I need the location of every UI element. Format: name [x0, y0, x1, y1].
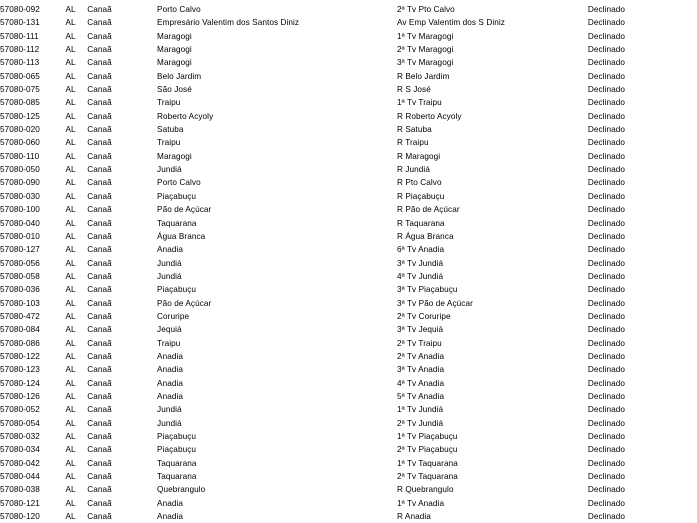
- cell-uf: AL: [65, 405, 76, 415]
- table-row: [0, 70, 697, 83]
- cell-uf: AL: [65, 151, 76, 161]
- cell-abbreviation: 1ª Tv Taquarana: [397, 458, 458, 468]
- cell-city: Canaã: [87, 311, 112, 321]
- cell-code: 57080-058: [0, 271, 40, 281]
- cell-city: Canaã: [87, 498, 112, 508]
- cell-uf: AL: [65, 18, 76, 28]
- cell-city: Canaã: [87, 58, 112, 68]
- table-row: [0, 83, 697, 96]
- cell-abbreviation: 1ª Tv Maragogi: [397, 31, 454, 41]
- cell-code: 57080-040: [0, 218, 40, 228]
- cell-code: 57080-044: [0, 472, 40, 482]
- cell-name: Jundiá: [157, 258, 182, 268]
- cell-status: Declinado: [587, 71, 626, 81]
- cell-name: Piaçabuçu: [157, 191, 197, 201]
- cell-uf: AL: [65, 391, 76, 401]
- cell-code: 57080-090: [0, 178, 40, 188]
- cell-status: Declinado: [587, 111, 626, 121]
- cell-status: Declinado: [587, 338, 626, 348]
- cell-code: 57080-110: [0, 151, 40, 161]
- cell-status: Declinado: [587, 258, 626, 268]
- table-row: [0, 110, 697, 123]
- cell-abbreviation: R Quebrangulo: [397, 485, 454, 495]
- cell-name: Porto Calvo: [157, 178, 201, 188]
- cell-code: 57080-120: [0, 512, 40, 522]
- cell-uf: AL: [65, 445, 76, 455]
- table-body: [0, 3, 697, 523]
- cell-name: Pão de Açúcar: [157, 298, 212, 308]
- cell-status: Declinado: [587, 151, 626, 161]
- cell-city: Canaã: [87, 138, 112, 148]
- cell-city: Canaã: [87, 191, 112, 201]
- cell-abbreviation: 2ª Tv Coruripe: [397, 311, 451, 321]
- cell-status: Declinado: [587, 298, 626, 308]
- cell-code: 57080-124: [0, 378, 40, 388]
- cell-code: 57080-103: [0, 298, 40, 308]
- cell-code: 57080-060: [0, 138, 40, 148]
- cell-city: Canaã: [87, 378, 112, 388]
- table-row: [0, 323, 697, 336]
- table-row: [0, 43, 697, 56]
- cell-abbreviation: R Anadia: [397, 512, 431, 522]
- cell-abbreviation: 3ª Tv Jequiá: [397, 325, 444, 335]
- table-row: [0, 297, 697, 310]
- cell-city: Canaã: [87, 178, 112, 188]
- cell-name: Piaçabuçu: [157, 432, 197, 441]
- cell-name: Satuba: [157, 125, 184, 135]
- table-row: [0, 283, 697, 296]
- table-row: [0, 443, 697, 456]
- cell-uf: AL: [65, 205, 76, 215]
- cell-code: 57080-036: [0, 285, 40, 295]
- cell-code: 57080-121: [0, 498, 40, 508]
- cell-name: Anadia: [157, 365, 184, 375]
- table-row: [0, 483, 697, 496]
- cell-code: 57080-113: [0, 58, 40, 68]
- cell-code: 57080-032: [0, 432, 40, 441]
- cell-uf: AL: [65, 138, 76, 148]
- table-row: [0, 56, 697, 69]
- cell-city: Canaã: [87, 85, 112, 95]
- table-row: [0, 377, 697, 390]
- table-row: [0, 96, 697, 109]
- cell-name: Anadia: [157, 351, 184, 361]
- cell-code: 57080-065: [0, 71, 40, 81]
- cell-city: Canaã: [87, 405, 112, 415]
- cell-abbreviation: R Jundiá: [397, 165, 430, 175]
- cell-city: Canaã: [87, 512, 112, 522]
- cell-name: Maragogi: [157, 151, 192, 161]
- cell-abbreviation: Av Emp Valentim dos S Diniz: [397, 18, 505, 28]
- cell-name: São José: [157, 85, 192, 95]
- cell-code: 57080-125: [0, 111, 40, 121]
- cell-abbreviation: 1ª Tv Piaçabuçu: [397, 432, 458, 441]
- cell-uf: AL: [65, 58, 76, 68]
- cell-uf: AL: [65, 365, 76, 375]
- cell-code: 57080-050: [0, 165, 40, 175]
- cell-uf: AL: [65, 258, 76, 268]
- cell-status: Declinado: [587, 5, 626, 14]
- cell-abbreviation: 2ª Tv Pto Calvo: [397, 5, 455, 14]
- cell-name: Maragogi: [157, 45, 192, 55]
- cell-status: Declinado: [587, 165, 626, 175]
- cell-abbreviation: 2ª Tv Maragogi: [397, 45, 454, 55]
- cell-name: Porto Calvo: [157, 5, 201, 14]
- cell-name: Anadia: [157, 378, 184, 388]
- cell-name: Jundiá: [157, 418, 182, 428]
- cell-uf: AL: [65, 271, 76, 281]
- table-row: [0, 203, 697, 216]
- table-row: [0, 417, 697, 430]
- table-row: [0, 190, 697, 203]
- cell-name: Empresário Valentim dos Santos Diniz: [157, 18, 300, 28]
- cell-name: Traipu: [157, 138, 181, 148]
- cell-status: Declinado: [587, 472, 626, 482]
- cell-status: Declinado: [587, 285, 626, 295]
- cell-code: 57080-100: [0, 205, 40, 215]
- cell-code: 57080-056: [0, 258, 40, 268]
- cell-uf: AL: [65, 285, 76, 295]
- cell-city: Canaã: [87, 31, 112, 41]
- cell-name: Jundiá: [157, 271, 182, 281]
- table-row: [0, 217, 697, 230]
- cell-status: Declinado: [587, 351, 626, 361]
- cell-code: 57080-054: [0, 418, 40, 428]
- cell-status: Declinado: [587, 31, 626, 41]
- table-row: [0, 470, 697, 483]
- cell-city: Canaã: [87, 5, 112, 14]
- cell-uf: AL: [65, 178, 76, 188]
- cell-abbreviation: 2ª Tv Piaçabuçu: [397, 445, 458, 455]
- cell-code: 57080-122: [0, 351, 40, 361]
- table-row: [0, 123, 697, 136]
- table-row: [0, 390, 697, 403]
- cell-uf: AL: [65, 432, 76, 441]
- cell-status: Declinado: [587, 98, 626, 108]
- table-row: [0, 350, 697, 363]
- cell-abbreviation: 4ª Tv Jundiá: [397, 271, 444, 281]
- cell-uf: AL: [65, 418, 76, 428]
- cell-status: Declinado: [587, 231, 626, 241]
- table-row: [0, 136, 697, 149]
- cell-name: Traipu: [157, 98, 181, 108]
- cell-name: Roberto Acyoly: [157, 111, 214, 121]
- cell-name: Taquarana: [157, 458, 197, 468]
- table-row: [0, 243, 697, 256]
- table-row: [0, 497, 697, 510]
- cell-abbreviation: R Belo Jardim: [397, 71, 450, 81]
- cell-code: 57080-038: [0, 485, 40, 495]
- cell-city: Canaã: [87, 485, 112, 495]
- cell-name: Água Branca: [157, 231, 206, 241]
- cell-name: Jundiá: [157, 165, 182, 175]
- cell-status: Declinado: [587, 485, 626, 495]
- cell-name: Traipu: [157, 338, 181, 348]
- cell-abbreviation: 3ª Tv Piaçabuçu: [397, 285, 458, 295]
- cell-city: Canaã: [87, 45, 112, 55]
- cell-status: Declinado: [587, 405, 626, 415]
- table-row: [0, 150, 697, 163]
- cell-status: Declinado: [587, 178, 626, 188]
- cell-code: 57080-034: [0, 445, 40, 455]
- cell-name: Quebrangulo: [157, 485, 206, 495]
- cell-status: Declinado: [587, 458, 626, 468]
- cell-uf: AL: [65, 338, 76, 348]
- cell-city: Canaã: [87, 165, 112, 175]
- cell-name: Anadia: [157, 391, 184, 401]
- cell-abbreviation: 2ª Tv Taquarana: [397, 472, 458, 482]
- cell-status: Declinado: [587, 271, 626, 281]
- cell-name: Piaçabuçu: [157, 445, 197, 455]
- cell-city: Canaã: [87, 245, 112, 255]
- cell-city: Canaã: [87, 365, 112, 375]
- cell-status: Declinado: [587, 58, 626, 68]
- cell-code: 57080-111: [0, 31, 39, 41]
- cell-abbreviation: R Água Branca: [397, 231, 454, 241]
- cell-code: 57080-010: [0, 231, 40, 241]
- table-row: [0, 403, 697, 416]
- cell-city: Canaã: [87, 271, 112, 281]
- table-row: [0, 363, 697, 376]
- cell-status: Declinado: [587, 205, 626, 215]
- cell-uf: AL: [65, 311, 76, 321]
- cell-code: 57080-030: [0, 191, 40, 201]
- cell-name: Coruripe: [157, 311, 190, 321]
- cell-uf: AL: [65, 111, 76, 121]
- cell-name: Maragogi: [157, 31, 192, 41]
- cell-name: Taquarana: [157, 472, 197, 482]
- table-row: [0, 310, 697, 323]
- cell-city: Canaã: [87, 325, 112, 335]
- cell-code: 57080-123: [0, 365, 40, 375]
- cell-abbreviation: 1ª Tv Anadia: [397, 498, 445, 508]
- cell-abbreviation: R Pto Calvo: [397, 178, 442, 188]
- cell-uf: AL: [65, 98, 76, 108]
- cell-status: Declinado: [587, 325, 626, 335]
- cell-abbreviation: R Maragogi: [397, 151, 441, 161]
- cell-city: Canaã: [87, 391, 112, 401]
- cell-city: Canaã: [87, 458, 112, 468]
- cell-code: 57080-052: [0, 405, 40, 415]
- cell-status: Declinado: [587, 512, 626, 522]
- cell-status: Declinado: [587, 311, 626, 321]
- cell-abbreviation: R Satuba: [397, 125, 432, 135]
- cell-abbreviation: 3ª Tv Jundiá: [397, 258, 444, 268]
- cell-status: Declinado: [587, 218, 626, 228]
- cell-city: Canaã: [87, 125, 112, 135]
- cell-uf: AL: [65, 165, 76, 175]
- cell-city: Canaã: [87, 445, 112, 455]
- cell-status: Declinado: [587, 391, 626, 401]
- table-row: [0, 430, 697, 443]
- cell-uf: AL: [65, 45, 76, 55]
- cell-status: Declinado: [587, 18, 626, 28]
- cell-uf: AL: [65, 31, 76, 41]
- cell-status: Declinado: [587, 245, 626, 255]
- cell-abbreviation: 2ª Tv Anadia: [397, 351, 445, 361]
- cell-code: 57080-086: [0, 338, 40, 348]
- cell-code: 57080-092: [0, 5, 40, 14]
- address-listing-table: [0, 3, 697, 523]
- cell-code: 57080-127: [0, 245, 40, 255]
- cell-code: 57080-084: [0, 325, 40, 335]
- cell-name: Piaçabuçu: [157, 285, 197, 295]
- cell-city: Canaã: [87, 231, 112, 241]
- cell-status: Declinado: [587, 365, 626, 375]
- cell-uf: AL: [65, 231, 76, 241]
- table-row: [0, 230, 697, 243]
- cell-name: Jundiá: [157, 405, 182, 415]
- cell-abbreviation: R Taquarana: [397, 218, 445, 228]
- cell-city: Canaã: [87, 258, 112, 268]
- table-row: [0, 270, 697, 283]
- table-row: [0, 30, 697, 43]
- cell-uf: AL: [65, 378, 76, 388]
- table-row: [0, 457, 697, 470]
- cell-status: Declinado: [587, 138, 626, 148]
- cell-abbreviation: 3ª Tv Anadia: [397, 365, 445, 375]
- cell-abbreviation: R Roberto Acyoly: [397, 111, 462, 121]
- cell-uf: AL: [65, 351, 76, 361]
- cell-abbreviation: R Pão de Açúcar: [397, 205, 460, 215]
- cell-city: Canaã: [87, 432, 112, 441]
- table-row: [0, 16, 697, 29]
- cell-uf: AL: [65, 71, 76, 81]
- cell-code: 57080-042: [0, 458, 40, 468]
- cell-code: 57080-131: [0, 18, 40, 28]
- cell-status: Declinado: [587, 191, 626, 201]
- cell-uf: AL: [65, 245, 76, 255]
- cell-city: Canaã: [87, 351, 112, 361]
- cell-code: 57080-112: [0, 45, 40, 55]
- cell-city: Canaã: [87, 338, 112, 348]
- cell-code: 57080-126: [0, 391, 40, 401]
- cell-code: 57080-020: [0, 125, 40, 135]
- table-row: [0, 257, 697, 270]
- cell-abbreviation: 3ª Tv Maragogi: [397, 58, 454, 68]
- table-row: [0, 163, 697, 176]
- cell-city: Canaã: [87, 98, 112, 108]
- cell-uf: AL: [65, 5, 76, 14]
- cell-city: Canaã: [87, 71, 112, 81]
- cell-uf: AL: [65, 512, 76, 522]
- cell-city: Canaã: [87, 298, 112, 308]
- cell-uf: AL: [65, 191, 76, 201]
- cell-city: Canaã: [87, 218, 112, 228]
- table-row: [0, 3, 697, 16]
- cell-uf: AL: [65, 298, 76, 308]
- cell-uf: AL: [65, 485, 76, 495]
- cell-city: Canaã: [87, 151, 112, 161]
- cell-uf: AL: [65, 498, 76, 508]
- cell-city: Canaã: [87, 111, 112, 121]
- cell-uf: AL: [65, 218, 76, 228]
- cell-abbreviation: 1ª Tv Jundiá: [397, 405, 444, 415]
- cell-name: Anadia: [157, 512, 184, 522]
- cell-city: Canaã: [87, 418, 112, 428]
- table-row: [0, 337, 697, 350]
- cell-abbreviation: R Traipu: [397, 138, 429, 148]
- cell-city: Canaã: [87, 472, 112, 482]
- cell-name: Anadia: [157, 498, 184, 508]
- cell-code: 57080-075: [0, 85, 40, 95]
- cell-name: Jequiá: [157, 325, 182, 335]
- cell-abbreviation: 3ª Tv Pão de Açúcar: [397, 298, 473, 308]
- cell-uf: AL: [65, 472, 76, 482]
- cell-abbreviation: R Piaçabuçu: [397, 191, 445, 201]
- cell-abbreviation: 2ª Tv Jundiá: [397, 418, 444, 428]
- cell-status: Declinado: [587, 45, 626, 55]
- table-row: [0, 176, 697, 189]
- cell-name: Maragogi: [157, 58, 192, 68]
- cell-abbreviation: R S José: [397, 85, 431, 95]
- cell-abbreviation: 5ª Tv Anadia: [397, 391, 445, 401]
- cell-status: Declinado: [587, 432, 626, 441]
- cell-abbreviation: 2ª Tv Traipu: [397, 338, 442, 348]
- cell-uf: AL: [65, 325, 76, 335]
- cell-abbreviation: 4ª Tv Anadia: [397, 378, 445, 388]
- cell-name: Pão de Açúcar: [157, 205, 212, 215]
- cell-code: 57080-085: [0, 98, 40, 108]
- cell-uf: AL: [65, 85, 76, 95]
- cell-status: Declinado: [587, 418, 626, 428]
- cell-city: Canaã: [87, 18, 112, 28]
- cell-abbreviation: 6ª Tv Anadia: [397, 245, 445, 255]
- cell-status: Declinado: [587, 125, 626, 135]
- cell-abbreviation: 1ª Tv Traipu: [397, 98, 442, 108]
- cell-name: Anadia: [157, 245, 184, 255]
- cell-uf: AL: [65, 125, 76, 135]
- cell-name: Belo Jardim: [157, 71, 202, 81]
- cell-status: Declinado: [587, 498, 626, 508]
- cell-city: Canaã: [87, 205, 112, 215]
- table-row: [0, 510, 697, 523]
- cell-status: Declinado: [587, 85, 626, 95]
- cell-name: Taquarana: [157, 218, 197, 228]
- cell-status: Declinado: [587, 378, 626, 388]
- cell-uf: AL: [65, 458, 76, 468]
- cell-code: 57080-472: [0, 311, 40, 321]
- cell-status: Declinado: [587, 445, 626, 455]
- cell-city: Canaã: [87, 285, 112, 295]
